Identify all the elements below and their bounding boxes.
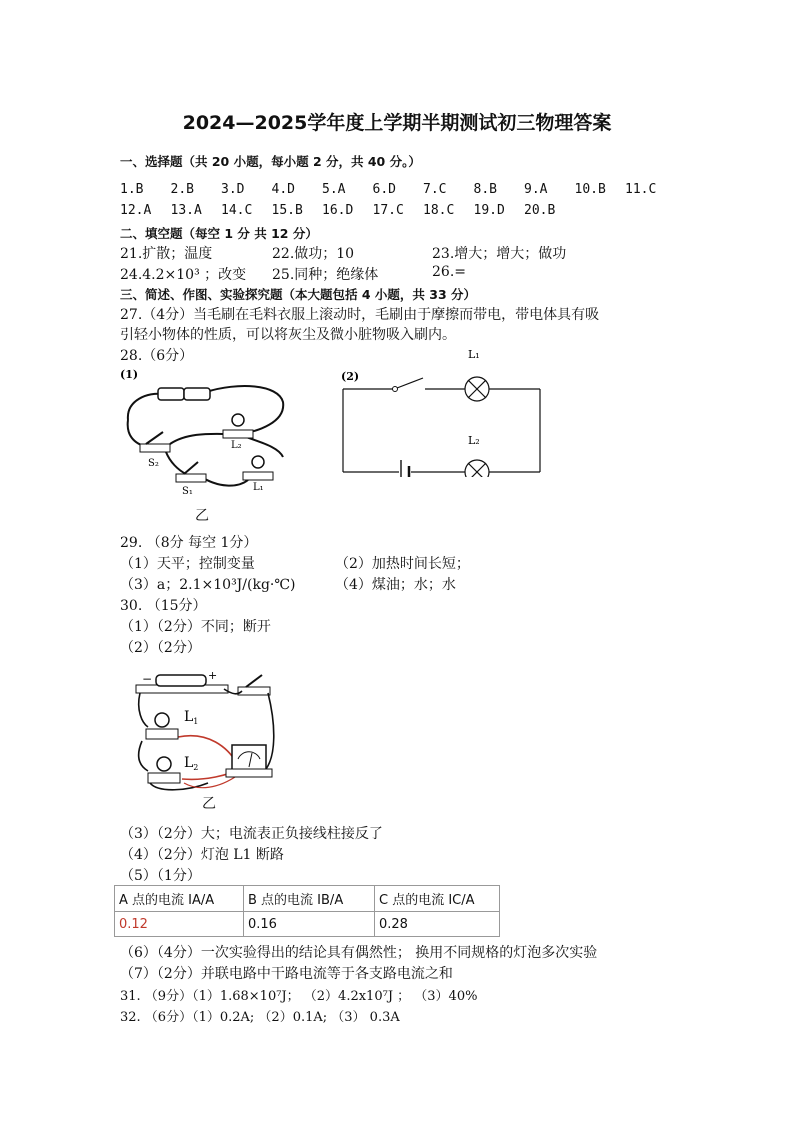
question-28-label: 28.（6分） — [120, 348, 194, 364]
answer-q29-3: （3）a；2.1×10³J/(kg·℃) — [120, 577, 296, 593]
question-30-label: 30. （15分） — [120, 598, 207, 614]
choice-answer: 3.D — [221, 182, 245, 197]
figure-30-caption: 乙 — [202, 796, 216, 812]
switch-blade — [397, 378, 423, 388]
choice-answer: 5.A — [322, 182, 346, 197]
battery-minus-label: − — [142, 672, 153, 686]
choice-answer: 12.A — [120, 203, 152, 218]
switch-lever — [246, 675, 262, 687]
switch-s2-label: S₂ — [148, 458, 159, 469]
choice-answer: 6.D — [372, 182, 396, 197]
wire — [166, 452, 186, 474]
answer-q30-4: （4）（2分）灯泡 L1 断路 — [120, 847, 284, 863]
circuit-drawing-28-1 — [118, 362, 308, 500]
choice-answer: 9.A — [524, 182, 548, 197]
switch-s2-lever — [146, 432, 163, 444]
answer-q30-2: （2）（2分） — [120, 640, 201, 656]
figure-part-label: (2) — [341, 370, 360, 383]
answer-q30-3: （3）（2分）大；电流表正负接线柱接反了 — [120, 826, 383, 842]
switch-contact — [393, 387, 398, 392]
answer-q29-4: （4）煤油；水；水 — [335, 577, 456, 593]
lamp-l2-bulb — [157, 757, 171, 771]
lamp-l1-label: L₁ — [468, 348, 480, 361]
answer-q30-1: （1）（2分）不同；断开 — [120, 619, 271, 635]
answer-q31: 31. （9分）（1）1.68×10⁷J； （2）4.2x10⁷J ； （3）40% — [120, 989, 478, 1004]
table-cell: 0.28 — [375, 912, 500, 937]
choice-answers-row-2 — [120, 203, 575, 218]
answer-q27-line1: 27.（4分）当毛刷在毛料衣服上滚动时，毛刷由于摩擦而带电，带电体具有吸 — [120, 307, 600, 323]
choice-answer: 14.C — [221, 203, 253, 218]
answer-q30-7: （7）（2分）并联电路中干路电流等于各支路电流之和 — [120, 966, 453, 982]
choice-answer: 1.B — [120, 182, 144, 197]
answer-q30-6: （6）（4分）一次实验得出的结论具有偶然性； 换用不同规格的灯泡多次实验 — [120, 945, 598, 961]
table-header-cell: A 点的电流 IA/A — [115, 886, 244, 912]
choice-answer: 15.B — [271, 203, 303, 218]
answer-q21: 21.扩散；温度 — [120, 246, 213, 262]
battery-cell — [156, 675, 206, 686]
lamp-l2-base — [223, 430, 253, 438]
answer-q32: 32. （6分）（1）0.2A; （2）0.1A; （3） 0.3A — [120, 1010, 400, 1025]
wire — [128, 420, 148, 447]
choice-answer: 11.C — [625, 182, 657, 197]
lamp-l1-base — [146, 729, 178, 739]
choice-answer: 7.C — [423, 182, 447, 197]
table-header-cell: B 点的电流 IB/A — [244, 886, 375, 912]
figure-part-label: (1) — [120, 368, 139, 381]
table-cell: 0.16 — [244, 912, 375, 937]
battery-cell — [158, 388, 184, 400]
answer-q29-1: （1）天平；控制变量 — [120, 556, 255, 572]
switch-s1-base — [176, 474, 206, 482]
table-row — [115, 912, 500, 937]
section-choice-heading: 一、选择题（共 20 小题，每小题 2 分，共 40 分。） — [120, 154, 421, 169]
choice-answer: 8.B — [473, 182, 497, 197]
answer-q29-2: （2）加热时间长短； — [335, 556, 470, 572]
choice-answer: 18.C — [423, 203, 455, 218]
choice-answer: 10.B — [574, 182, 606, 197]
choice-answer: 20.B — [524, 203, 556, 218]
choice-answer: 17.C — [372, 203, 404, 218]
lamp-l1-label: L₁ — [253, 482, 264, 493]
switch-s1-label: S₁ — [182, 486, 193, 497]
table-header-row — [115, 886, 500, 912]
lamp-l2-symbol — [465, 460, 489, 477]
lamp-l2-base — [148, 773, 180, 783]
answer-q27-line2: 引轻小物体的性质，可以将灰尘及微小脏物吸入刷内。 — [120, 327, 456, 343]
circuit-schematic-28-2 — [335, 342, 550, 477]
choice-answer: 4.D — [271, 182, 295, 197]
wire — [200, 476, 248, 486]
choice-answers-row-1 — [120, 182, 676, 197]
figure-28-caption: 乙 — [195, 508, 209, 524]
choice-answer: 16.D — [322, 203, 354, 218]
section-fill-heading: 二、填空题（每空 1 分 共 12 分） — [120, 226, 318, 241]
lamp-l1-bulb — [155, 713, 169, 727]
battery-cell — [184, 388, 210, 400]
table-header-cell: C 点的电流 IC/A — [375, 886, 500, 912]
switch-s1-lever — [184, 462, 198, 474]
section-experiment-heading: 三、简述、作图、实验探究题（本大题包括 4 小题，共 33 分） — [120, 287, 477, 302]
answer-q26: 26.= — [432, 264, 466, 280]
lamp-l2-bulb — [232, 414, 244, 426]
switch-s2-base — [140, 444, 170, 452]
ammeter-base — [226, 769, 272, 777]
switch-base — [238, 687, 270, 695]
answer-q22: 22.做功；10 — [272, 246, 355, 262]
lamp-l2-label: L₂ — [468, 434, 480, 447]
question-29-label: 29. （8分 每空 1分） — [120, 535, 258, 551]
lamp-l2-label: $L_2$ — [184, 755, 199, 772]
lamp-l2-label: L₂ — [231, 440, 242, 451]
answer-q30-5: （5）（1分） — [120, 868, 201, 884]
choice-answer: 2.B — [170, 182, 194, 197]
answer-q23: 23.增大；增大；做功 — [432, 246, 567, 262]
lamp-l1-label: $L_1$ — [184, 709, 199, 726]
choice-answer: 19.D — [473, 203, 505, 218]
choice-answer: 13.A — [170, 203, 202, 218]
table-cell: 0.12 — [115, 912, 244, 937]
battery-plus-label: + — [208, 669, 218, 682]
answer-q25: 25.同种；绝缘体 — [272, 267, 379, 283]
lamp-l1-base — [243, 472, 273, 480]
current-table — [114, 885, 500, 937]
wire — [170, 434, 228, 444]
answer-q24: 24.4.2×10³ ；改变 — [120, 267, 247, 283]
circuit-drawing-30 — [128, 665, 288, 810]
lamp-l1-bulb — [252, 456, 264, 468]
page-title: 2024—2025学年度上学期半期测试初三物理答案 — [182, 112, 612, 134]
